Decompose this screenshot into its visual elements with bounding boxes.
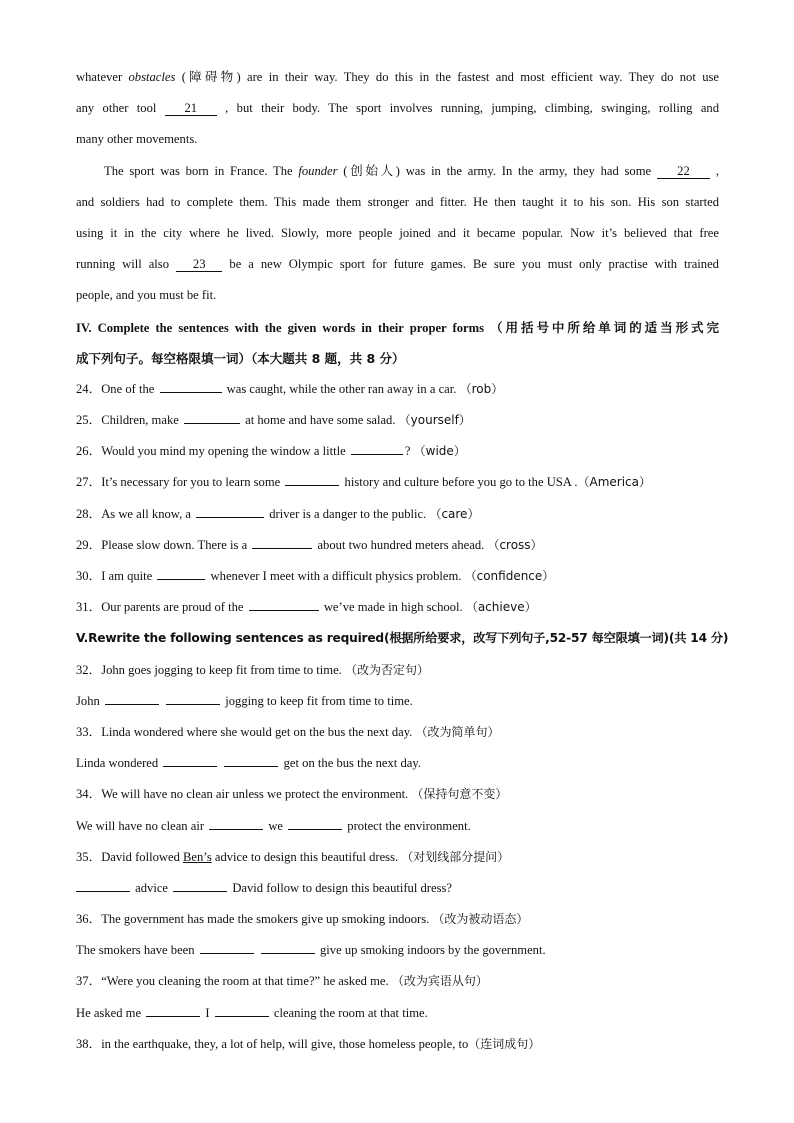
question-36: 36．The government has made the smokers give up smoking indoors. （改为被动语态） [76, 912, 529, 927]
answer-34: We will have no clean air we protect the environment. [76, 818, 471, 833]
answer-blank[interactable] [224, 754, 278, 767]
answer-blank[interactable] [200, 941, 254, 954]
question-30: 30．I am quite whenever I meet with a difficult physics problem. （confidence） [76, 569, 555, 583]
answer-33: Linda wondered get on the bus the next day. [76, 756, 421, 771]
exam-page [76, 62, 729, 1060]
blank-22[interactable]: 22 [657, 164, 710, 179]
blank-23[interactable]: 23 [176, 257, 222, 272]
answer-blank[interactable] [351, 442, 403, 455]
passage-line-1: whatever obstacles (障碍物) are in their way. They do this in the fastest and most efficient way. They do not use [76, 70, 719, 84]
question-35: 35．David followed Ben’s advice to design this beautiful dress. （对划线部分提问） [76, 849, 510, 864]
answer-blank[interactable] [166, 692, 220, 705]
passage-line-6: using it in the city where he lived. Slowly, more people joined and it became popular. Now it’s believed that free [76, 225, 719, 240]
passage-line-4: The sport was born in France. The founder (创始人) was in the army. In the army, they had some 22 , [104, 163, 719, 178]
section-5-heading: V.Rewrite the following sentences as required(根据所给要求，改写下列句子,52-57 每空限填一词)(共 14 分) [76, 631, 729, 646]
question-25: 25．Children, make at home and have some salad. （yourself） [76, 413, 471, 428]
question-24: 24．One of the was caught, while the other ran away in a car. （rob） [76, 381, 504, 396]
question-37: 37．“Were you cleaning the room at that time?” he asked me. （改为宾语从句） [76, 974, 488, 989]
passage-line-5: and soldiers had to complete them. This made them stronger and fitter. He then taught it to his son. His son started [76, 194, 719, 209]
answer-36: The smokers have been give up smoking indoors by the government. [76, 943, 546, 958]
answer-blank[interactable] [285, 473, 339, 486]
answer-blank[interactable] [215, 1004, 269, 1017]
answer-blank[interactable] [105, 692, 159, 705]
answer-blank[interactable] [160, 380, 222, 393]
question-32: 32．John goes jogging to keep fit from time to time. （改为否定句） [76, 662, 430, 677]
answer-blank[interactable] [261, 941, 315, 954]
passage-line-7: running will also 23 be a new Olympic sport for future games. Be sure you must only practise with trained [76, 257, 719, 272]
passage-line-3: many other movements. [76, 132, 198, 147]
answer-blank[interactable] [209, 817, 263, 830]
question-28: 28．As we all know, a driver is a danger to the public. （care） [76, 506, 480, 521]
answer-blank[interactable] [163, 754, 217, 767]
answer-blank[interactable] [146, 1004, 200, 1017]
question-34: 34．We will have no clean air unless we protect the environment. （保持句意不变） [76, 787, 508, 802]
answer-35: advice David follow to design this beautiful dress? [76, 873, 719, 904]
answer-blank[interactable] [173, 879, 227, 892]
answer-blank[interactable] [288, 817, 342, 830]
answer-blank[interactable] [249, 598, 319, 611]
question-29: 29．Please slow down. There is a about two hundred meters ahead. （cross） [76, 537, 543, 552]
answer-blank[interactable] [196, 505, 264, 518]
answer-blank[interactable] [184, 411, 240, 424]
passage-line-2: any other tool 21 , but their body. The sport involves running, jumping, climbing, swinging, rolling and [76, 101, 720, 116]
section-4-heading: IV. Complete the sentences with the given words in their proper forms （用括号中所给单词的适当形式完 [76, 319, 719, 335]
answer-32: John jogging to keep fit from time to time. [76, 693, 413, 708]
question-33: 33．Linda wondered where she would get on the bus the next day. （改为简单句） [76, 724, 500, 739]
section-4-heading-cont: 成下列句子。每空格限填一词）（本大题共 8 题，共 8 分） [76, 350, 405, 366]
question-26: 26．Would you mind my opening the window a little ? （wide） [76, 444, 466, 459]
question-31: 31．Our parents are proud of the we’ve made in high school. （achieve） [76, 600, 537, 615]
answer-blank[interactable] [76, 879, 130, 892]
question-38: 38．in the earthquake, they, a lot of help, will give, those homeless people, to（连词成句） [76, 1036, 541, 1051]
passage-line-8: people, and you must be fit. [76, 288, 217, 303]
blank-21[interactable]: 21 [165, 101, 217, 116]
question-27: 27．It’s necessary for you to learn some history and culture before you go to the USA .（America） [76, 475, 652, 490]
answer-blank[interactable] [157, 567, 205, 580]
answer-blank[interactable] [252, 536, 312, 549]
answer-37: He asked me I cleaning the room at that time. [76, 1005, 428, 1020]
